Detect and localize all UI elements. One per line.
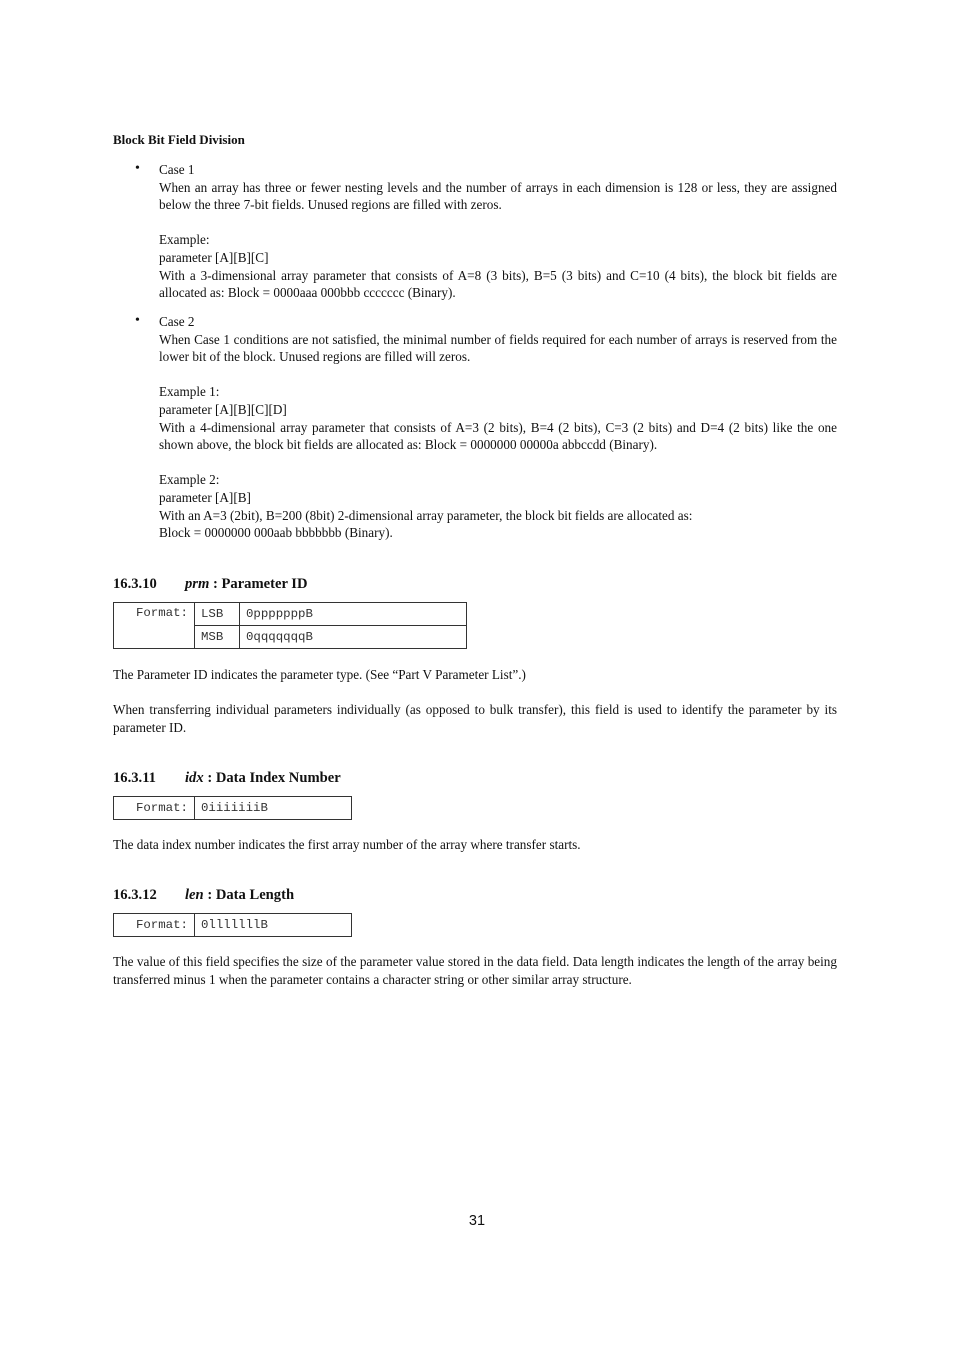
msb-value: 0qqqqqqqB <box>240 626 467 649</box>
section-title: : Data Index Number <box>207 770 341 786</box>
case2-example1-label: Example 1: <box>159 384 220 400</box>
case2-example2-label: Example 2: <box>159 472 220 488</box>
case1-body <box>159 161 837 302</box>
case1-example-param: parameter [A][B][C] <box>159 249 269 265</box>
msb-label: MSB <box>195 626 240 649</box>
section-abbr: prm <box>185 576 210 592</box>
prm-format-table <box>113 602 467 649</box>
section-title: : Data Length <box>207 887 295 903</box>
lsb-value: 0pppppppB <box>240 603 467 626</box>
idx-format-table <box>113 796 352 820</box>
prm-para-2: When transferring individual parameters individually (as opposed to bulk transfer), this field is used to identify the parameter by its parameter ID. <box>113 702 837 735</box>
section-heading-prm <box>113 576 308 593</box>
format-value: 0iiiiiiiB <box>195 797 352 820</box>
case2-example2-text1: With an A=3 (2bit), B=200 (8bit) 2-dimensional array parameter, the block bit fields are allocated as: <box>159 507 693 523</box>
bullet-icon: • <box>135 313 140 328</box>
len-para-1: The value of this field specifies the size of the parameter value stored in the data field. Data length indicates the length of the array being transferred minus 1 when the parameter contains a character string or other similar array structure. <box>113 954 837 987</box>
section-number: 16.3.11 <box>113 770 156 786</box>
case1-example-text: With a 3-dimensional array parameter that consists of A=8 (3 bits), B=5 (3 bits) and C=10 (4 bits), the block bit fields are allocated as: Block = 0000aaa 000bbb ccccccc (Binary). <box>159 267 837 301</box>
page-number: 31 <box>468 1213 486 1229</box>
case1-desc: When an array has three or fewer nesting levels and the number of arrays in each dimension is 128 or less, they are assigned below the three 7-bit fields. Unused regions are filled with zeros. <box>159 179 837 213</box>
case2-example1-text: With a 4-dimensional array parameter that consists of A=3 (2 bits), B=4 (2 bits), C=3 (2 bits) and D=4 (2 bits) like the one shown above, the block bit fields are allocated as: Block = 0000000 00000a abbccdd (Binary). <box>159 419 837 453</box>
section-number: 16.3.12 <box>113 887 157 903</box>
case2-example2-text2: Block = 0000000 000aab bbbbbbb (Binary). <box>159 525 393 541</box>
case1-example-label: Example: <box>159 232 210 248</box>
bullet-icon: • <box>135 161 140 176</box>
section-title: : Parameter ID <box>212 576 308 592</box>
lsb-label: LSB <box>195 603 240 626</box>
case1-label: Case 1 <box>159 162 195 177</box>
format-label: Format: <box>114 914 195 937</box>
prm-para-1: The Parameter ID indicates the parameter type. (See “Part V Parameter List”.) <box>113 667 526 682</box>
case2-example2-param: parameter [A][B] <box>159 489 251 505</box>
format-value: 0lllllllB <box>195 914 352 937</box>
section-number: 16.3.10 <box>113 576 157 592</box>
case2-label: Case 2 <box>159 314 195 329</box>
section-heading-idx <box>113 770 341 787</box>
section-abbr: idx <box>185 770 204 786</box>
len-format-table <box>113 913 352 937</box>
section-heading-len <box>113 887 294 904</box>
case2-example1-param: parameter [A][B][C][D] <box>159 401 287 417</box>
block-bit-field-title: Block Bit Field Division <box>113 132 245 147</box>
format-label: Format: <box>114 797 195 820</box>
format-label: Format: <box>114 603 195 649</box>
case2-body <box>159 313 837 542</box>
section-abbr: len <box>185 887 204 903</box>
idx-para-1: The data index number indicates the first array number of the array where transfer starts. <box>113 837 581 852</box>
case2-desc: When Case 1 conditions are not satisfied, the minimal number of fields required for each number of arrays is reserved from the lower bit of the block. Unused regions are filled will zeros. <box>159 331 837 365</box>
